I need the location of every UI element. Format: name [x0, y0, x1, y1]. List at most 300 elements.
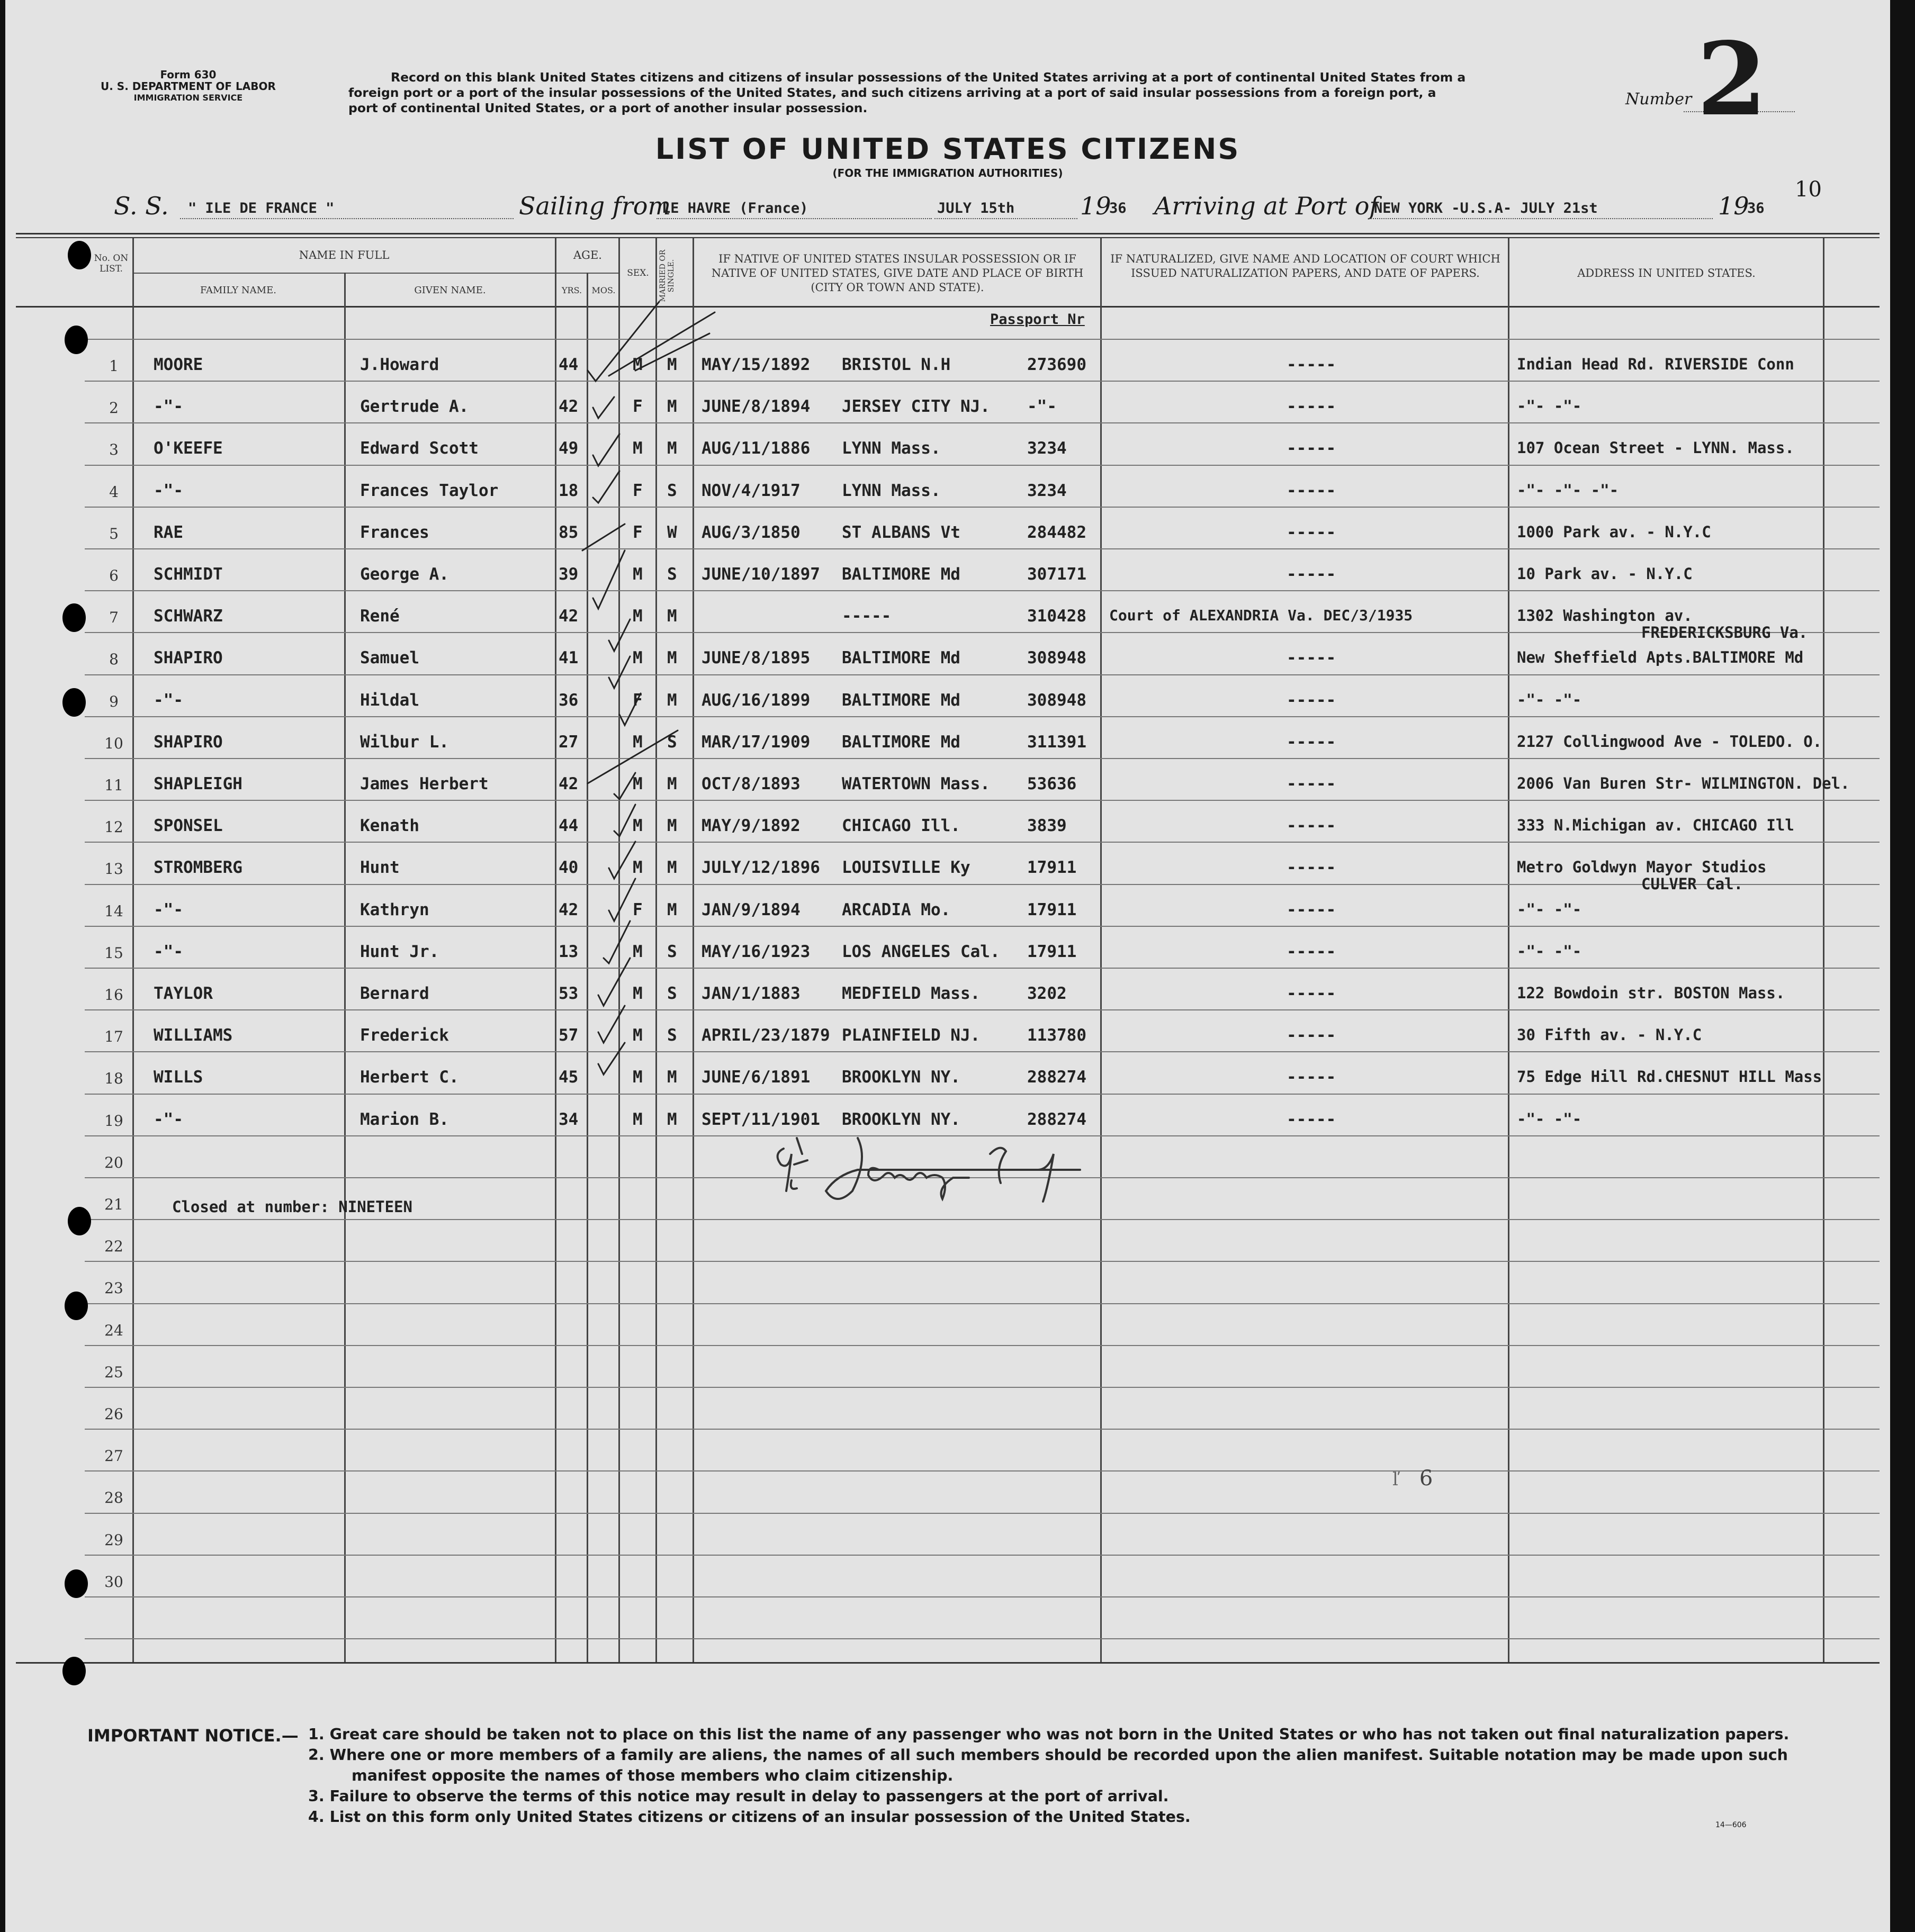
given-name: Marion B.	[360, 1110, 449, 1129]
row-number: 29	[104, 1531, 123, 1549]
binder-hole	[62, 1657, 86, 1685]
header-no: No. ON LIST.	[94, 253, 129, 274]
marital-status: W	[667, 523, 677, 542]
family-name: -"-	[154, 942, 183, 961]
family-name: -"-	[154, 481, 183, 500]
age-years: 42	[559, 774, 579, 793]
given-name: George A.	[360, 565, 449, 584]
age-years: 49	[559, 439, 579, 458]
marital-status: M	[667, 1068, 677, 1087]
passport-number: 308948	[1027, 691, 1086, 710]
address: -"- -"-	[1517, 1110, 1582, 1128]
ruled-line	[85, 1555, 1880, 1556]
row-number: 27	[104, 1447, 123, 1465]
header-given-name: GIVEN NAME.	[414, 285, 486, 296]
number-label: Number	[1625, 90, 1692, 109]
birth-date: AUG/11/1886	[702, 439, 811, 458]
family-name: MOORE	[154, 355, 203, 374]
row-number: 14	[104, 902, 123, 920]
birth-place: ST ALBANS Vt	[842, 523, 960, 542]
sex: F	[633, 900, 643, 919]
row-number: 20	[104, 1154, 123, 1171]
address: 2006 Van Buren Str- WILMINGTON. Del.	[1517, 774, 1850, 792]
sex: M	[633, 648, 643, 667]
age-years: 41	[559, 648, 579, 667]
header-sex: SEX.	[627, 268, 649, 278]
header-birth: IF NATIVE OF UNITED STATES INSULAR POSSESSION OR IF NATIVE OF UNITED STATES, GIVE DATE AND PLACE OF BIRTH (CITY OR TOWN AND STATE).	[711, 252, 1084, 294]
age-years: 42	[559, 607, 579, 626]
stray-mark-text: 6	[1419, 1466, 1433, 1491]
ruled-line	[85, 758, 1880, 759]
row-number: 21	[104, 1196, 123, 1213]
sex: M	[633, 355, 643, 374]
passport-number: 113780	[1027, 1026, 1086, 1045]
address: 333 N.Michigan av. CHICAGO Ill	[1517, 816, 1794, 834]
birth-date: NOV/4/1917	[702, 481, 801, 500]
row-number: 15	[104, 944, 123, 962]
ruled-line	[85, 842, 1880, 843]
ruled-line	[85, 1051, 1880, 1052]
header-mos: MOS.	[591, 285, 616, 295]
birth-place: JERSEY CITY NJ.	[842, 397, 990, 416]
ruled-line	[85, 1429, 1880, 1430]
binder-hole	[65, 326, 88, 354]
header-yrs: YRS.	[561, 285, 582, 295]
row-number: 12	[104, 818, 123, 836]
marital-status: S	[667, 1026, 677, 1045]
ship-name: " ILE DE FRANCE "	[188, 200, 335, 216]
marital-status: S	[667, 481, 677, 500]
ruled-line	[85, 381, 1880, 382]
birth-date: JULY/12/1896	[702, 858, 820, 877]
address: 2127 Collingwood Ave - TOLEDO. O.	[1517, 733, 1822, 751]
address: -"- -"-	[1517, 900, 1582, 918]
notice-item: 4. List on this form only United States citizens or citizens of an insular possession of the United States.	[308, 1808, 1191, 1826]
address: 1302 Washington av.	[1517, 607, 1693, 625]
age-years: 42	[559, 900, 579, 919]
row-number: 30	[104, 1573, 123, 1591]
ss-label: S. S.	[114, 192, 169, 220]
arrival-port: NEW YORK -U.S.A- JULY 21st	[1374, 200, 1598, 216]
passport-number: 307171	[1027, 565, 1086, 584]
form-dept: U. S. DEPARTMENT OF LABOR	[101, 80, 276, 93]
document-sheet	[5, 0, 1890, 1932]
naturalization: -----	[1287, 900, 1336, 919]
page-subtitle: (FOR THE IMMIGRATION AUTHORITIES)	[832, 167, 1063, 179]
family-name: SHAPLEIGH	[154, 774, 242, 793]
address: 30 Fifth av. - N.Y.C	[1517, 1026, 1702, 1044]
page-title: LIST OF UNITED STATES CITIZENS	[655, 132, 1240, 166]
birth-date: SEPT/11/1901	[702, 1110, 820, 1129]
col-line	[1823, 238, 1824, 1662]
passport-number: 3202	[1027, 984, 1067, 1003]
sex: M	[633, 1026, 643, 1045]
year-prefix: 19	[1080, 192, 1111, 220]
date-underline	[934, 218, 1077, 219]
address-line-2: FREDERICKSBURG Va.	[1641, 624, 1808, 642]
marital-status: M	[667, 648, 677, 667]
marital-status: M	[667, 1110, 677, 1129]
corner-note: 10	[1795, 177, 1822, 202]
ruled-line	[85, 716, 1880, 717]
row-number: 26	[104, 1405, 123, 1423]
sex: M	[633, 942, 643, 961]
arrival-year: 36	[1747, 200, 1765, 216]
header-naturalized: IF NATURALIZED, GIVE NAME AND LOCATION OF COURT WHICH ISSUED NATURALIZATION PAPERS, AND DATE OF PAPERS.	[1110, 252, 1500, 279]
notice-item: 1. Great care should be taken not to place on this list the name of any passenger who was not born in the United States or who has not taken out final naturalization papers.	[308, 1726, 1790, 1743]
given-name: Herbert C.	[360, 1068, 459, 1087]
naturalization: -----	[1287, 1068, 1336, 1087]
naturalization: -----	[1287, 733, 1336, 752]
passport-number: 17911	[1027, 942, 1077, 961]
instruction-line: port of continental United States, or a port of another insular possession.	[348, 101, 868, 115]
given-name: René	[360, 607, 400, 626]
given-name: Hunt	[360, 858, 400, 877]
passport-number: 310428	[1027, 607, 1086, 626]
given-name: Hunt Jr.	[360, 942, 439, 961]
header-married: MARRIED OR SINGLE.	[659, 249, 676, 302]
naturalization: -----	[1287, 691, 1336, 710]
ruled-line	[85, 507, 1880, 508]
ruled-line	[85, 674, 1880, 675]
inspector-signature	[773, 1133, 1122, 1217]
sex: M	[633, 733, 643, 752]
ruled-line	[85, 632, 1880, 633]
family-name: RAE	[154, 523, 183, 542]
notice-list	[308, 1724, 1789, 1827]
birth-place: MEDFIELD Mass.	[842, 984, 981, 1003]
year-prefix-2: 19	[1718, 192, 1749, 220]
given-name: James Herbert	[360, 774, 489, 793]
address: 107 Ocean Street - LYNN. Mass.	[1517, 439, 1794, 457]
address: 122 Bowdoin str. BOSTON Mass.	[1517, 984, 1785, 1002]
birth-date: AUG/16/1899	[702, 691, 811, 710]
birth-place: LYNN Mass.	[842, 439, 941, 458]
naturalization: -----	[1287, 648, 1336, 667]
header-family-name: FAMILY NAME.	[200, 285, 276, 296]
family-name: -"-	[154, 397, 183, 416]
age-years: 36	[559, 691, 579, 710]
ruled-line	[85, 339, 1880, 340]
ruled-line	[85, 1009, 1880, 1010]
col-line	[1100, 238, 1102, 1662]
notice-item: 2. Where one or more members of a family are aliens, the names of all such members should be recorded upon the alien manifest. Suitable notation may be made upon such	[308, 1746, 1788, 1764]
row-number: 10	[104, 735, 123, 752]
age-years: 13	[559, 942, 579, 961]
header-name-in-full: NAME IN FULL	[299, 249, 390, 261]
birth-date: JAN/9/1894	[702, 900, 801, 919]
age-years: 44	[559, 816, 579, 835]
birth-date: MAY/9/1892	[702, 816, 801, 835]
passport-number: 17911	[1027, 858, 1077, 877]
row-number: 11	[104, 777, 123, 794]
naturalization: -----	[1287, 565, 1336, 584]
family-name: SHAPIRO	[154, 733, 223, 752]
family-name: -"-	[154, 691, 183, 710]
marital-status: M	[667, 439, 677, 458]
birth-place: LOUISVILLE Ky	[842, 858, 970, 877]
sex: M	[633, 984, 643, 1003]
binder-hole	[65, 1292, 88, 1320]
ruled-line	[85, 1219, 1880, 1220]
given-name: Frederick	[360, 1026, 449, 1045]
birth-place: ARCADIA Mo.	[842, 900, 951, 919]
birth-date: JUNE/6/1891	[702, 1068, 811, 1087]
age-years: 57	[559, 1026, 579, 1045]
sex: F	[633, 397, 643, 416]
passport-number: 284482	[1027, 523, 1086, 542]
address: -"- -"-	[1517, 691, 1582, 709]
sex: M	[633, 607, 643, 626]
sex: M	[633, 816, 643, 835]
sailing-date: JULY 15th	[937, 200, 1015, 216]
ruled-line	[85, 1513, 1880, 1514]
row-number: 2	[109, 399, 119, 417]
sailing-from: LE HAVRE (France)	[662, 200, 808, 216]
address: -"- -"-	[1517, 942, 1582, 960]
birth-place: LOS ANGELES Cal.	[842, 942, 1000, 961]
naturalization: -----	[1287, 523, 1336, 542]
birth-date: JUNE/8/1894	[702, 397, 811, 416]
passport-number: 53636	[1027, 774, 1077, 793]
ruled-line	[85, 465, 1880, 466]
instruction-line: Record on this blank United States citizens and citizens of insular possessions of the United States arriving at a port of continental United States from a	[391, 70, 1466, 85]
naturalization: -----	[1287, 481, 1336, 500]
marital-status: M	[667, 397, 677, 416]
family-name: TAYLOR	[154, 984, 213, 1003]
header-age: AGE.	[573, 249, 602, 261]
naturalization: -----	[1287, 1026, 1336, 1045]
list-number: 2	[1697, 20, 1767, 138]
passport-number: 288274	[1027, 1068, 1086, 1087]
header-bottom-border	[16, 306, 1880, 308]
notice-item: 3. Failure to observe the terms of this notice may result in delay to passengers at the port of arrival.	[308, 1787, 1169, 1805]
family-name: WILLS	[154, 1068, 203, 1087]
family-name: SCHMIDT	[154, 565, 223, 584]
sex: M	[633, 439, 643, 458]
address: -"- -"- -"-	[1517, 481, 1619, 499]
birth-place: BALTIMORE Md	[842, 691, 960, 710]
age-years: 18	[559, 481, 579, 500]
family-name: -"-	[154, 1110, 183, 1129]
birth-date: APRIL/23/1879	[702, 1026, 830, 1045]
naturalization: -----	[1287, 984, 1336, 1003]
given-name: Bernard	[360, 984, 429, 1003]
passport-number: 3839	[1027, 816, 1067, 835]
form-info	[101, 69, 276, 104]
ruled-line	[85, 548, 1880, 549]
passport-number: 308948	[1027, 648, 1086, 667]
marital-status: M	[667, 355, 677, 374]
sex: M	[633, 565, 643, 584]
passport-number: 3234	[1027, 439, 1067, 458]
ruled-line	[85, 1387, 1880, 1388]
instruction-line: foreign port or a port of the insular possessions of the United States, and such citizens arriving at a port of said insular possessions from a foreign port, a	[348, 85, 1436, 100]
from-underline	[657, 218, 932, 219]
family-name: -"-	[154, 900, 183, 919]
marital-status: S	[667, 733, 677, 752]
row-number: 13	[104, 860, 123, 878]
ruled-line	[85, 1638, 1880, 1639]
header-passport: Passport Nr	[990, 311, 1085, 328]
closed-note: Closed at number: NINETEEN	[172, 1198, 412, 1216]
notice-heading: IMPORTANT NOTICE.—	[87, 1726, 299, 1746]
row-number: 22	[104, 1238, 123, 1255]
marital-status: S	[667, 565, 677, 584]
address: 1000 Park av. - N.Y.C	[1517, 523, 1711, 541]
birth-date: JAN/1/1883	[702, 984, 801, 1003]
passport-number: 288274	[1027, 1110, 1086, 1129]
row-number: 7	[109, 609, 119, 626]
address: -"- -"-	[1517, 397, 1582, 415]
given-name: Edward Scott	[360, 439, 479, 458]
birth-date: JUNE/10/1897	[702, 565, 820, 584]
row-number: 8	[109, 651, 119, 668]
notice-code: 14—606	[1715, 1821, 1747, 1829]
binder-hole	[62, 603, 86, 632]
instructions	[348, 70, 1466, 116]
passport-number: 311391	[1027, 733, 1086, 752]
naturalization: -----	[1287, 439, 1336, 458]
family-name: SHAPIRO	[154, 648, 223, 667]
row-number: 18	[104, 1070, 123, 1087]
address: Metro Goldwyn Mayor Studios	[1517, 858, 1767, 876]
row-number: 23	[104, 1279, 123, 1297]
ruled-line	[85, 926, 1880, 927]
sex: M	[633, 1110, 643, 1129]
naturalization: -----	[1287, 397, 1336, 416]
row-number: 25	[104, 1364, 123, 1381]
row-number: 17	[104, 1028, 123, 1045]
given-name: Gertrude A.	[360, 397, 469, 416]
birth-place: BALTIMORE Md	[842, 648, 960, 667]
age-years: 39	[559, 565, 579, 584]
address: 75 Edge Hill Rd.CHESNUT HILL Mass	[1517, 1068, 1822, 1086]
sex: M	[633, 1068, 643, 1087]
family-name: STROMBERG	[154, 858, 242, 877]
notice-item: manifest opposite the names of those members who claim citizenship.	[352, 1767, 954, 1784]
col-line	[1508, 238, 1509, 1662]
given-name: J.Howard	[360, 355, 439, 374]
binder-hole	[62, 688, 86, 717]
naturalization: -----	[1287, 774, 1336, 793]
family-name: SCHWARZ	[154, 607, 223, 626]
port-underline	[1369, 218, 1713, 219]
family-name: WILLIAMS	[154, 1026, 233, 1045]
age-years: 53	[559, 984, 579, 1003]
age-years: 40	[559, 858, 579, 877]
passport-number: -"-	[1027, 397, 1057, 416]
row-number: 28	[104, 1489, 123, 1506]
given-name: Kathryn	[360, 900, 429, 919]
row-number: 3	[109, 441, 119, 458]
given-name: Frances	[360, 523, 429, 542]
col-line	[555, 238, 556, 1662]
naturalization: -----	[1287, 816, 1336, 835]
address: Indian Head Rd. RIVERSIDE Conn	[1517, 355, 1794, 373]
birth-date: JUNE/8/1895	[702, 648, 811, 667]
address: 10 Park av. - N.Y.C	[1517, 565, 1693, 583]
passport-number: 3234	[1027, 481, 1067, 500]
marital-status: M	[667, 900, 677, 919]
binder-hole	[68, 1207, 91, 1235]
binder-hole	[68, 241, 91, 269]
ruled-line	[85, 590, 1880, 591]
ruled-line	[85, 1261, 1880, 1262]
address-line-2: CULVER Cal.	[1641, 875, 1743, 893]
form-number: Form 630	[160, 68, 217, 81]
address: New Sheffield Apts.BALTIMORE Md	[1517, 648, 1804, 666]
ruled-line	[85, 800, 1880, 801]
ruled-line	[85, 1596, 1880, 1597]
header-address: ADDRESS IN UNITED STATES.	[1577, 267, 1756, 279]
age-years: 42	[559, 397, 579, 416]
table-top-border-2	[16, 237, 1880, 238]
check-marks	[577, 296, 789, 1143]
birth-place: BALTIMORE Md	[842, 733, 960, 752]
passport-number: 17911	[1027, 900, 1077, 919]
birth-place: BALTIMORE Md	[842, 565, 960, 584]
binder-hole	[65, 1569, 88, 1598]
age-years: 44	[559, 355, 579, 374]
birth-place: PLAINFIELD NJ.	[842, 1026, 981, 1045]
naturalization: -----	[1287, 858, 1336, 877]
form-service: IMMIGRATION SERVICE	[133, 93, 243, 103]
age-years: 45	[559, 1068, 579, 1087]
family-name: SPONSEL	[154, 816, 223, 835]
birth-place: BROOKLYN NY.	[842, 1068, 960, 1087]
ship-underline	[180, 218, 514, 219]
given-name: Hildal	[360, 691, 419, 710]
age-years: 27	[559, 733, 579, 752]
row-number: 19	[104, 1112, 123, 1130]
sailing-year: 36	[1109, 200, 1127, 216]
row-number: 9	[109, 693, 119, 710]
sailing-label: Sailing from	[519, 192, 671, 220]
row-number: 6	[109, 567, 119, 584]
sex: M	[633, 774, 643, 793]
ruled-line	[85, 1345, 1880, 1346]
family-name: O'KEEFE	[154, 439, 223, 458]
birth-date: MAY/16/1923	[702, 942, 811, 961]
age-years: 85	[559, 523, 579, 542]
birth-place: WATERTOWN Mass.	[842, 774, 990, 793]
birth-date: OCT/8/1893	[702, 774, 801, 793]
row-number: 5	[109, 525, 119, 543]
stray-mark: ľ 6	[1392, 1466, 1433, 1491]
birth-place: CHICAGO Ill.	[842, 816, 960, 835]
ruled-line	[85, 968, 1880, 969]
birth-date: MAY/15/1892	[702, 355, 811, 374]
birth-date: MAR/17/1909	[702, 733, 811, 752]
table-bottom-border	[16, 1662, 1880, 1664]
marital-status: S	[667, 942, 677, 961]
table-top-border	[16, 233, 1880, 234]
row-number: 4	[109, 483, 119, 501]
ruled-line	[85, 884, 1880, 885]
marital-status: M	[667, 774, 677, 793]
given-name: Kenath	[360, 816, 419, 835]
sex: F	[633, 523, 643, 542]
birth-date: AUG/3/1850	[702, 523, 801, 542]
birth-place: BROOKLYN NY.	[842, 1110, 960, 1129]
row-number: 16	[104, 986, 123, 1004]
naturalization: -----	[1287, 942, 1336, 961]
row-number: 24	[104, 1322, 123, 1339]
marital-status: M	[667, 858, 677, 877]
naturalization: -----	[1287, 1110, 1336, 1129]
given-name: Wilbur L.	[360, 733, 449, 752]
